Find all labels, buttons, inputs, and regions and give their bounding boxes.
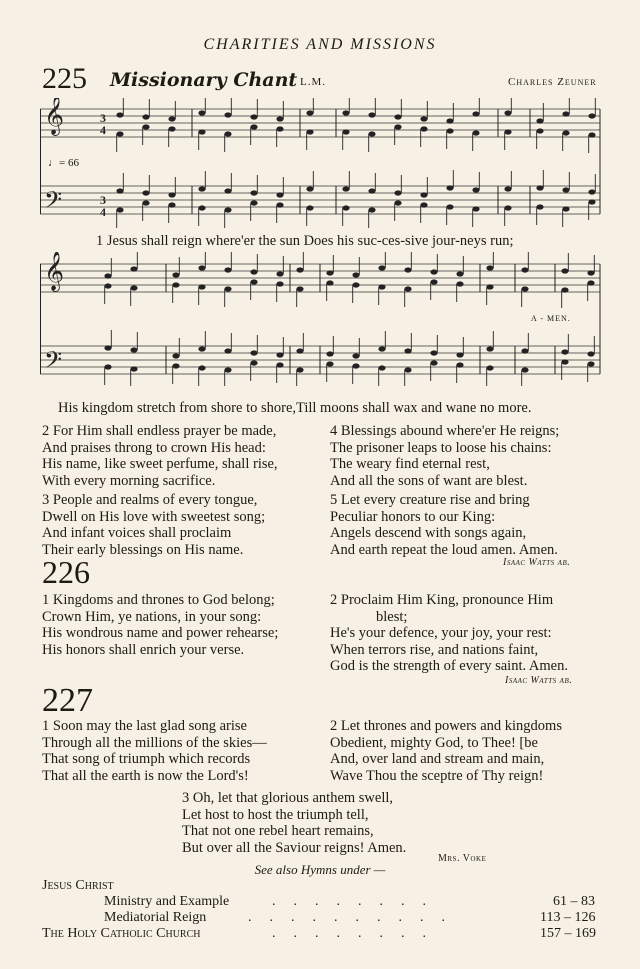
note-head bbox=[420, 202, 427, 207]
verse-line: Peculiar honors to our King: bbox=[330, 508, 496, 525]
note-head bbox=[536, 185, 543, 190]
note-head bbox=[521, 267, 528, 272]
note-head bbox=[224, 188, 231, 193]
see-also-heading: See also Hymns under — bbox=[254, 862, 386, 877]
note-head bbox=[198, 265, 205, 270]
verse-line: He's your defence, your joy, your rest: bbox=[330, 625, 552, 641]
note-head bbox=[420, 116, 427, 121]
verse-4 bbox=[330, 423, 559, 489]
note-head bbox=[404, 367, 411, 372]
note-head bbox=[430, 269, 437, 274]
note-head bbox=[306, 186, 313, 191]
amen-label: A - MEN. bbox=[531, 314, 571, 323]
note-head bbox=[104, 273, 111, 278]
index-pages: 113 – 126 bbox=[540, 910, 596, 925]
note-head bbox=[587, 270, 594, 275]
verse-line: And all the sons of want are blest. bbox=[330, 472, 528, 489]
verse-3 bbox=[42, 492, 265, 558]
hymn-title: Missionary Chant bbox=[110, 69, 298, 91]
note-head bbox=[587, 361, 594, 366]
index-entry-mediatorial: Mediatorial Reign bbox=[104, 910, 207, 925]
note-head bbox=[296, 367, 303, 372]
verse-line: The prisoner leaps to loose his chains: bbox=[330, 439, 552, 456]
note-head bbox=[446, 185, 453, 190]
note-head bbox=[521, 367, 528, 372]
verse-line: God is the strength of every saint. Amen. bbox=[330, 658, 568, 674]
time-signature: 3 bbox=[100, 193, 106, 207]
note-head bbox=[456, 281, 463, 286]
hymn-number-227: 227 bbox=[42, 682, 93, 719]
note-head bbox=[250, 200, 257, 205]
note-head bbox=[172, 353, 179, 358]
verse-line: 5 Let every creature rise and bring bbox=[330, 492, 530, 508]
note-head bbox=[394, 190, 401, 195]
note-head bbox=[276, 116, 283, 121]
hymn-meter: L.M. bbox=[300, 76, 326, 88]
note-head bbox=[276, 202, 283, 207]
note-head bbox=[420, 192, 427, 197]
note-head bbox=[250, 124, 257, 129]
note-head bbox=[104, 345, 111, 350]
verse-line: blest; bbox=[376, 608, 408, 625]
note-head bbox=[116, 188, 123, 193]
note-head bbox=[368, 207, 375, 212]
note-head bbox=[250, 279, 257, 284]
note-head bbox=[352, 272, 359, 277]
verse-line: 1 Kingdoms and thrones to God belong; bbox=[42, 592, 275, 608]
time-signature: 4 bbox=[100, 205, 106, 219]
note-head bbox=[587, 280, 594, 285]
hymn227-verse-1 bbox=[42, 718, 267, 784]
verse-line: Angels descend with songs again, bbox=[330, 525, 527, 541]
note-head bbox=[588, 199, 595, 204]
note-head bbox=[172, 282, 179, 287]
verse-line: Through all the millions of the skies— bbox=[42, 734, 267, 751]
note-head bbox=[562, 111, 569, 116]
note-head bbox=[562, 187, 569, 192]
note-head bbox=[446, 204, 453, 209]
note-head bbox=[342, 110, 349, 115]
note-head bbox=[378, 365, 385, 370]
verse-line: 2 For Him shall endless prayer be made, bbox=[42, 423, 277, 439]
verse-line: Obedient, mighty God, to Thee! [be bbox=[330, 734, 538, 751]
hymn226-verse-1 bbox=[42, 592, 278, 658]
note-head bbox=[198, 110, 205, 115]
note-head bbox=[250, 190, 257, 195]
note-head bbox=[504, 129, 511, 134]
note-head bbox=[446, 128, 453, 133]
note-head bbox=[588, 132, 595, 137]
note-head bbox=[142, 200, 149, 205]
note-head bbox=[561, 268, 568, 273]
note-head bbox=[198, 284, 205, 289]
note-head bbox=[378, 265, 385, 270]
note-head bbox=[378, 346, 385, 351]
note-head bbox=[172, 363, 179, 368]
note-head bbox=[276, 352, 283, 357]
note-head bbox=[168, 126, 175, 131]
note-head bbox=[368, 112, 375, 117]
note-head bbox=[394, 114, 401, 119]
note-head bbox=[536, 204, 543, 209]
note-head bbox=[587, 351, 594, 356]
verse-line: His wondrous name and power rehearse; bbox=[42, 625, 279, 641]
hymn227-verse-2 bbox=[330, 718, 562, 784]
note-head bbox=[378, 284, 385, 289]
note-head bbox=[142, 114, 149, 119]
note-head bbox=[276, 362, 283, 367]
verse-line: Crown Him, ye nations, in your song: bbox=[42, 608, 262, 625]
lyric-line-1: 1 Jesus shall reign where'er the sun Does his suc-ces-sive jour-neys run; bbox=[96, 233, 514, 249]
verse-line: His name, like sweet perfume, shall rise, bbox=[42, 456, 278, 472]
note-head bbox=[250, 360, 257, 365]
verse-line: His honors shall enrich your verse. bbox=[42, 641, 245, 658]
bass-clef: 𝄢 bbox=[44, 348, 63, 379]
verse-line: That not one rebel heart remains, bbox=[182, 823, 374, 839]
index-pages: 157 – 169 bbox=[540, 926, 596, 941]
composer-credit: Charles Zeuner bbox=[508, 76, 597, 88]
note-head bbox=[342, 205, 349, 210]
note-head bbox=[486, 284, 493, 289]
author-credit: Mrs. Voke bbox=[438, 853, 487, 864]
note-head bbox=[168, 116, 175, 121]
note-head bbox=[276, 192, 283, 197]
note-head bbox=[521, 348, 528, 353]
tempo-value: = 66 bbox=[59, 157, 79, 169]
note-head bbox=[224, 286, 231, 291]
note-head bbox=[486, 265, 493, 270]
note-head bbox=[306, 110, 313, 115]
verse-line: When terrors rise, and nations faint, bbox=[330, 641, 539, 658]
bass-clef: 𝄢 bbox=[44, 188, 63, 219]
index-entry-ministry: Ministry and Example bbox=[104, 894, 230, 909]
verse-line: Let host to host the triumph tell, bbox=[182, 806, 369, 823]
note-head bbox=[130, 366, 137, 371]
note-head bbox=[276, 126, 283, 131]
note-head bbox=[368, 131, 375, 136]
note-head bbox=[116, 207, 123, 212]
verse-line: And, over land and stream and main, bbox=[330, 751, 545, 767]
verse-line: But over all the Saviour reigns! Amen. bbox=[182, 839, 407, 856]
hymn-number-226: 226 bbox=[42, 554, 90, 590]
note-head bbox=[561, 287, 568, 292]
hymn226-verse-2 bbox=[330, 592, 568, 675]
note-head bbox=[276, 281, 283, 286]
note-head bbox=[296, 348, 303, 353]
note-head bbox=[306, 129, 313, 134]
note-head bbox=[394, 124, 401, 129]
verse-line: And earth repeat the loud amen. Amen. bbox=[330, 541, 558, 558]
lyric-line-2: His kingdom stretch from shore to shore,Till moons shall wax and wane no more. bbox=[58, 400, 532, 416]
note-head bbox=[224, 112, 231, 117]
note-head bbox=[224, 367, 231, 372]
music-system-1 bbox=[40, 98, 602, 230]
note-head bbox=[130, 266, 137, 271]
tempo-marking: ♩= 66 bbox=[48, 157, 79, 169]
verse-line: With every morning sacrifice. bbox=[42, 472, 216, 489]
note-head bbox=[472, 130, 479, 135]
index-leader-dots: .......... bbox=[248, 910, 463, 925]
note-head bbox=[486, 346, 493, 351]
verse-line: 2 Proclaim Him King, pronounce Him bbox=[330, 592, 554, 608]
verse-5 bbox=[330, 492, 558, 558]
note-head bbox=[296, 267, 303, 272]
note-head bbox=[276, 271, 283, 276]
treble-clef: 𝄞 bbox=[44, 253, 65, 290]
note-head bbox=[456, 362, 463, 367]
note-head bbox=[326, 280, 333, 285]
note-head bbox=[394, 200, 401, 205]
note-head bbox=[142, 124, 149, 129]
note-head bbox=[198, 186, 205, 191]
note-head bbox=[104, 364, 111, 369]
treble-clef: 𝄞 bbox=[44, 98, 65, 134]
note-head bbox=[561, 359, 568, 364]
note-head bbox=[404, 286, 411, 291]
note-head bbox=[420, 126, 427, 131]
verse-line: Wave Thou the sceptre of Thy reign! bbox=[330, 767, 544, 784]
note-head bbox=[198, 346, 205, 351]
note-head bbox=[446, 118, 453, 123]
note-head bbox=[326, 361, 333, 366]
note-head bbox=[130, 347, 137, 352]
author-credit: Isaac Watts ab. bbox=[503, 557, 571, 568]
note-head bbox=[296, 286, 303, 291]
verse-line: Their early blessings on His name. bbox=[42, 541, 244, 558]
verse-line: The weary find eternal rest, bbox=[330, 456, 490, 472]
index-leader-dots: ........ bbox=[272, 926, 444, 941]
music-system-2 bbox=[40, 252, 602, 386]
note-head bbox=[168, 192, 175, 197]
note-head bbox=[456, 352, 463, 357]
note-head bbox=[430, 350, 437, 355]
note-head bbox=[430, 279, 437, 284]
note-head bbox=[198, 365, 205, 370]
note-head bbox=[198, 205, 205, 210]
note-head bbox=[588, 113, 595, 118]
verse-line: And infant voices shall proclaim bbox=[42, 525, 232, 541]
note-head bbox=[504, 110, 511, 115]
note-head bbox=[224, 207, 231, 212]
note-head bbox=[588, 189, 595, 194]
time-signature: 4 bbox=[100, 123, 106, 137]
note-head bbox=[168, 202, 175, 207]
verse-line: And praises throng to crown His head: bbox=[42, 439, 266, 456]
note-head bbox=[472, 187, 479, 192]
note-head bbox=[116, 131, 123, 136]
note-head bbox=[142, 190, 149, 195]
note-head bbox=[562, 206, 569, 211]
note-head bbox=[116, 112, 123, 117]
note-head bbox=[224, 348, 231, 353]
note-head bbox=[486, 365, 493, 370]
note-head bbox=[352, 363, 359, 368]
note-head bbox=[198, 129, 205, 134]
hymn-number-225: 225 bbox=[42, 62, 87, 95]
note-head bbox=[456, 271, 463, 276]
note-head bbox=[250, 114, 257, 119]
verse-line: 3 People and realms of every tongue, bbox=[42, 492, 258, 508]
note-head bbox=[172, 272, 179, 277]
note-head bbox=[562, 130, 569, 135]
note-head bbox=[430, 360, 437, 365]
note-head bbox=[536, 128, 543, 133]
note-head bbox=[326, 351, 333, 356]
note-head bbox=[342, 129, 349, 134]
page-header: CHARITIES AND MISSIONS bbox=[203, 36, 437, 53]
note-head bbox=[224, 267, 231, 272]
note-head bbox=[504, 205, 511, 210]
note-head bbox=[130, 285, 137, 290]
verse-2 bbox=[42, 423, 278, 489]
index-category-holy-catholic-church: The Holy Catholic Church bbox=[42, 926, 201, 941]
note-head bbox=[250, 350, 257, 355]
verse-line: That song of triumph which records bbox=[42, 751, 251, 767]
note-head bbox=[224, 131, 231, 136]
note-head bbox=[104, 283, 111, 288]
note-head bbox=[368, 188, 375, 193]
note-head bbox=[504, 186, 511, 191]
note-head bbox=[342, 186, 349, 191]
verse-line: 2 Let thrones and powers and kingdoms bbox=[330, 718, 562, 734]
note-head bbox=[536, 118, 543, 123]
verse-line: That all the earth is now the Lord's! bbox=[42, 767, 249, 784]
author-credit: Isaac Watts ab. bbox=[505, 675, 573, 686]
note-head bbox=[352, 282, 359, 287]
note-head bbox=[326, 270, 333, 275]
note-head bbox=[404, 348, 411, 353]
note-head bbox=[521, 286, 528, 291]
verse-line: 1 Soon may the last glad song arise bbox=[42, 718, 247, 734]
note-head bbox=[250, 269, 257, 274]
index-category-jesus-christ: Jesus Christ bbox=[42, 878, 114, 893]
note-head bbox=[561, 349, 568, 354]
verse-line: Dwell on His love with sweetest song; bbox=[42, 508, 266, 525]
note-head bbox=[472, 111, 479, 116]
note-head bbox=[404, 267, 411, 272]
note-head bbox=[352, 353, 359, 358]
verse-line: 4 Blessings abound where'er He reigns; bbox=[330, 423, 560, 439]
note-head bbox=[472, 206, 479, 211]
time-signature: 3 bbox=[100, 111, 106, 125]
verse-line: 3 Oh, let that glorious anthem swell, bbox=[182, 790, 394, 806]
index-pages: 61 – 83 bbox=[553, 894, 595, 909]
note-head bbox=[306, 205, 313, 210]
hymn227-verse-3 bbox=[182, 790, 406, 856]
index-leader-dots: ........ bbox=[272, 894, 444, 909]
